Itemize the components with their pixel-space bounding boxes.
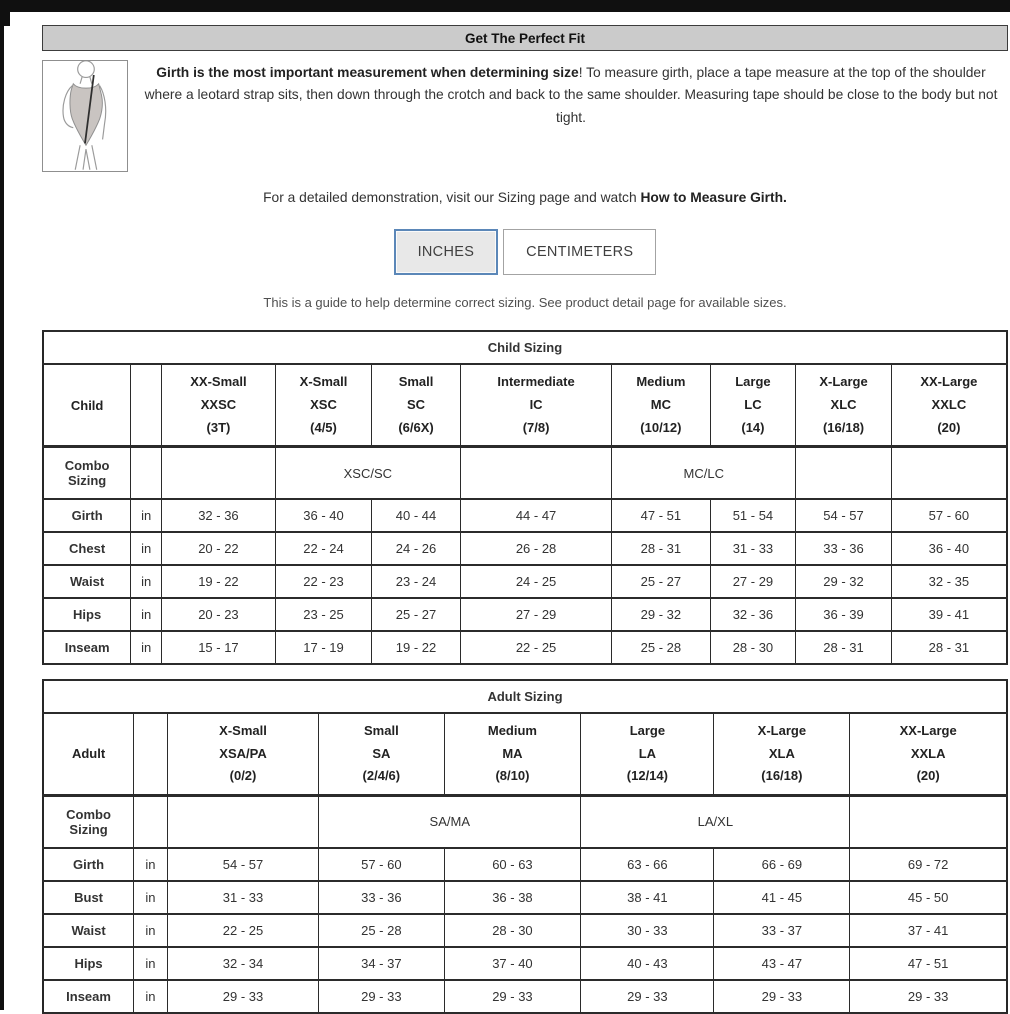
value-cell: 44 - 47 <box>460 499 611 532</box>
value-cell: 45 - 50 <box>850 881 1007 914</box>
value-cell: 32 - 35 <box>891 565 1007 598</box>
adult-table-title: Adult Sizing <box>43 680 1007 713</box>
value-cell: 32 - 36 <box>162 499 276 532</box>
col-header-xxsc: XX-Small XXSC (3T) <box>162 364 276 447</box>
adult-combo-row <box>43 796 1007 848</box>
value-cell: 25 - 27 <box>612 565 710 598</box>
row-label: Inseam <box>43 980 134 1013</box>
col-header-ma: Medium MA (8/10) <box>444 713 581 796</box>
empty-cell <box>162 447 276 499</box>
row-label: Girth <box>43 499 131 532</box>
row-label: Waist <box>43 565 131 598</box>
value-cell: 23 - 24 <box>372 565 461 598</box>
value-cell: 47 - 51 <box>850 947 1007 980</box>
leotard-measurement-image <box>42 60 128 172</box>
child-table-title: Child Sizing <box>43 331 1007 364</box>
value-cell: 29 - 32 <box>612 598 710 631</box>
adult-hips-row <box>43 947 1007 980</box>
value-cell: 24 - 26 <box>372 532 461 565</box>
value-cell: 23 - 25 <box>275 598 371 631</box>
unit-cell: in <box>134 914 168 947</box>
value-cell: 27 - 29 <box>460 598 611 631</box>
centimeters-button[interactable]: CENTIMETERS <box>503 229 656 275</box>
row-label: Waist <box>43 914 134 947</box>
value-cell: 57 - 60 <box>891 499 1007 532</box>
child-title-row <box>43 331 1007 364</box>
value-cell: 33 - 36 <box>796 532 891 565</box>
child-inseam-row <box>43 631 1007 664</box>
adult-bust-row <box>43 881 1007 914</box>
child-combo-row <box>43 447 1007 499</box>
demo-line <box>42 190 1008 205</box>
left-border-bar <box>0 0 4 1010</box>
col-header-ic: Intermediate IC (7/8) <box>460 364 611 447</box>
empty-cell <box>134 713 168 796</box>
row-label: Girth <box>43 848 134 881</box>
combo-mc-lc: MC/LC <box>612 447 796 499</box>
child-row-header-label: Child <box>43 364 131 447</box>
page-title <box>42 25 1008 51</box>
value-cell: 20 - 23 <box>162 598 276 631</box>
row-label: Bust <box>43 881 134 914</box>
col-header-xsa: X-Small XSA/PA (0/2) <box>167 713 318 796</box>
value-cell: 40 - 43 <box>581 947 714 980</box>
row-label: Hips <box>43 598 131 631</box>
child-chest-row <box>43 532 1007 565</box>
value-cell: 22 - 23 <box>275 565 371 598</box>
col-header-xla: X-Large XLA (16/18) <box>714 713 850 796</box>
empty-cell <box>796 447 891 499</box>
col-header-lc: Large LC (14) <box>710 364 796 447</box>
value-cell: 25 - 28 <box>319 914 444 947</box>
value-cell: 19 - 22 <box>372 631 461 664</box>
value-cell: 22 - 24 <box>275 532 371 565</box>
value-cell: 47 - 51 <box>612 499 710 532</box>
unit-cell: in <box>134 881 168 914</box>
adult-girth-row <box>43 848 1007 881</box>
value-cell: 66 - 69 <box>714 848 850 881</box>
value-cell: 36 - 40 <box>891 532 1007 565</box>
value-cell: 54 - 57 <box>796 499 891 532</box>
empty-cell <box>850 796 1007 848</box>
left-border-bar-top <box>0 0 10 26</box>
child-waist-row <box>43 565 1007 598</box>
inches-button[interactable]: INCHES <box>394 229 499 275</box>
col-header-sa: Small SA (2/4/6) <box>319 713 444 796</box>
value-cell: 22 - 25 <box>167 914 318 947</box>
value-cell: 28 - 31 <box>891 631 1007 664</box>
value-cell: 28 - 31 <box>796 631 891 664</box>
value-cell: 28 - 30 <box>710 631 796 664</box>
combo-la-xl: LA/XL <box>581 796 850 848</box>
value-cell: 29 - 33 <box>319 980 444 1013</box>
value-cell: 29 - 33 <box>581 980 714 1013</box>
adult-title-row <box>43 680 1007 713</box>
empty-cell <box>131 364 162 447</box>
child-header-row <box>43 364 1007 447</box>
value-cell: 39 - 41 <box>891 598 1007 631</box>
page-content <box>42 25 1008 1014</box>
value-cell: 19 - 22 <box>162 565 276 598</box>
value-cell: 36 - 40 <box>275 499 371 532</box>
girth-instructions-bold: Girth is the most important measurement when determining size <box>156 65 579 80</box>
col-header-mc: Medium MC (10/12) <box>612 364 710 447</box>
row-label: Inseam <box>43 631 131 664</box>
value-cell: 60 - 63 <box>444 848 581 881</box>
adult-row-header-label: Adult <box>43 713 134 796</box>
value-cell: 33 - 37 <box>714 914 850 947</box>
unit-cell: in <box>131 598 162 631</box>
value-cell: 31 - 33 <box>167 881 318 914</box>
col-header-la: Large LA (12/14) <box>581 713 714 796</box>
value-cell: 26 - 28 <box>460 532 611 565</box>
value-cell: 54 - 57 <box>167 848 318 881</box>
empty-cell <box>460 447 611 499</box>
child-sizing-table <box>42 330 1008 665</box>
col-header-xxla: XX-Large XXLA (20) <box>850 713 1007 796</box>
value-cell: 29 - 33 <box>850 980 1007 1013</box>
value-cell: 25 - 28 <box>612 631 710 664</box>
value-cell: 29 - 33 <box>714 980 850 1013</box>
unit-toggle <box>42 229 1008 275</box>
value-cell: 29 - 32 <box>796 565 891 598</box>
girth-instructions <box>128 60 1008 172</box>
adult-inseam-row <box>43 980 1007 1013</box>
leotard-figure-svg <box>43 61 127 171</box>
value-cell: 51 - 54 <box>710 499 796 532</box>
intro-section <box>42 60 1008 172</box>
adult-header-row <box>43 713 1007 796</box>
unit-cell: in <box>134 980 168 1013</box>
value-cell: 28 - 30 <box>444 914 581 947</box>
value-cell: 33 - 36 <box>319 881 444 914</box>
combo-xsc-sc: XSC/SC <box>275 447 460 499</box>
row-label: Chest <box>43 532 131 565</box>
value-cell: 36 - 38 <box>444 881 581 914</box>
value-cell: 32 - 34 <box>167 947 318 980</box>
value-cell: 41 - 45 <box>714 881 850 914</box>
value-cell: 20 - 22 <box>162 532 276 565</box>
value-cell: 38 - 41 <box>581 881 714 914</box>
demo-line-bold: How to Measure Girth. <box>640 190 787 205</box>
empty-cell <box>891 447 1007 499</box>
value-cell: 32 - 36 <box>710 598 796 631</box>
combo-sa-ma: SA/MA <box>319 796 581 848</box>
value-cell: 28 - 31 <box>612 532 710 565</box>
adult-sizing-table <box>42 679 1008 1014</box>
adult-waist-row <box>43 914 1007 947</box>
value-cell: 29 - 33 <box>167 980 318 1013</box>
value-cell: 63 - 66 <box>581 848 714 881</box>
demo-line-prefix: For a detailed demonstration, visit our Sizing page and watch <box>263 190 641 205</box>
top-border-bar <box>0 0 1010 12</box>
value-cell: 37 - 40 <box>444 947 581 980</box>
unit-cell: in <box>131 532 162 565</box>
value-cell: 69 - 72 <box>850 848 1007 881</box>
value-cell: 43 - 47 <box>714 947 850 980</box>
value-cell: 22 - 25 <box>460 631 611 664</box>
girth-instructions-rest: ! To measure girth, place a tape measure at the top of the shoulder where a leotard strap sits, then down through the crotch and back to the same shoulder. Measuring tape should be close to the body but not tight. <box>144 65 998 125</box>
sizing-guide-note: This is a guide to help determine correct sizing. See product detail page for available sizes. <box>263 295 787 310</box>
value-cell: 15 - 17 <box>162 631 276 664</box>
child-hips-row <box>43 598 1007 631</box>
unit-cell: in <box>131 565 162 598</box>
child-girth-row <box>43 499 1007 532</box>
unit-cell: in <box>131 499 162 532</box>
value-cell: 17 - 19 <box>275 631 371 664</box>
value-cell: 37 - 41 <box>850 914 1007 947</box>
value-cell: 25 - 27 <box>372 598 461 631</box>
col-header-xlc: X-Large XLC (16/18) <box>796 364 891 447</box>
value-cell: 40 - 44 <box>372 499 461 532</box>
value-cell: 27 - 29 <box>710 565 796 598</box>
unit-cell: in <box>134 947 168 980</box>
value-cell: 29 - 33 <box>444 980 581 1013</box>
value-cell: 57 - 60 <box>319 848 444 881</box>
empty-cell <box>131 447 162 499</box>
value-cell: 24 - 25 <box>460 565 611 598</box>
combo-sizing-label: Combo Sizing <box>43 447 131 499</box>
value-cell: 36 - 39 <box>796 598 891 631</box>
col-header-sc: Small SC (6/6X) <box>372 364 461 447</box>
row-label: Hips <box>43 947 134 980</box>
page-title-text: Get The Perfect Fit <box>464 30 586 46</box>
unit-cell: in <box>131 631 162 664</box>
col-header-xxlc: XX-Large XXLC (20) <box>891 364 1007 447</box>
combo-sizing-label: Combo Sizing <box>43 796 134 848</box>
col-header-xsc: X-Small XSC (4/5) <box>275 364 371 447</box>
empty-cell <box>134 796 168 848</box>
value-cell: 34 - 37 <box>319 947 444 980</box>
empty-cell <box>167 796 318 848</box>
unit-cell: in <box>134 848 168 881</box>
value-cell: 31 - 33 <box>710 532 796 565</box>
value-cell: 30 - 33 <box>581 914 714 947</box>
